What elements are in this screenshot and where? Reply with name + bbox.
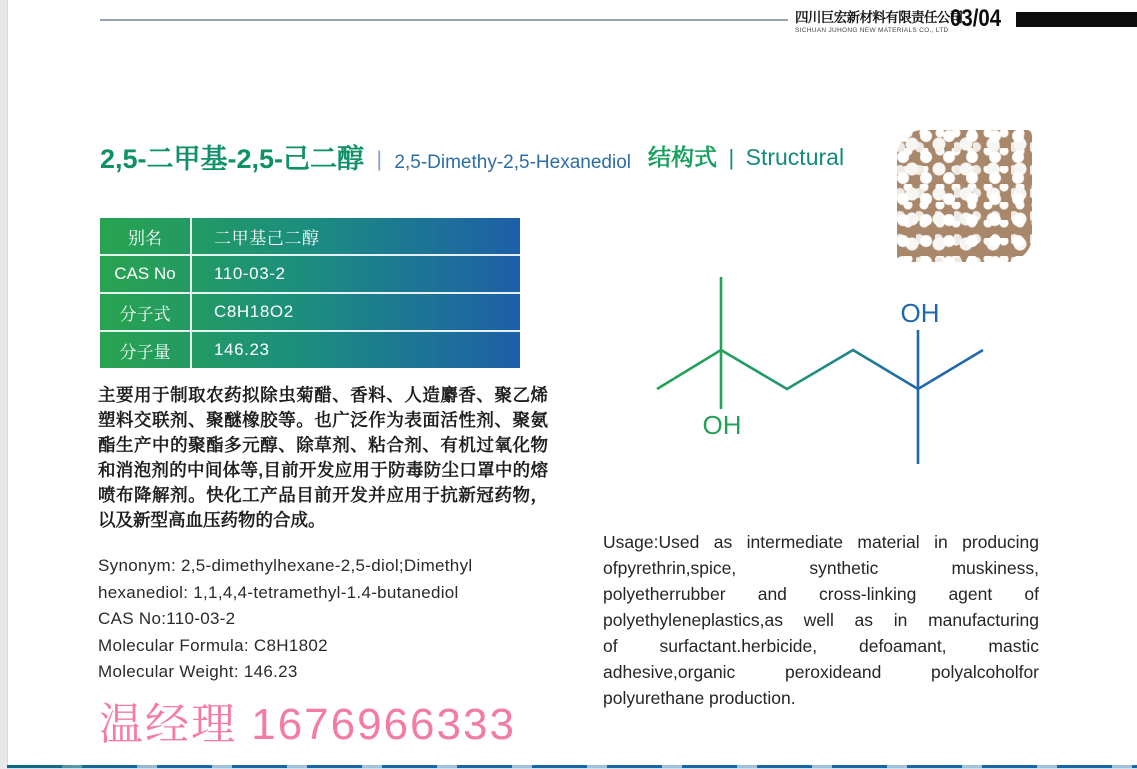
row-label: 分子量 xyxy=(100,332,192,368)
structural-label-en: Structural xyxy=(745,144,845,170)
company-name-en: SICHUAN JUHONG NEW MATERIALS CO., LTD xyxy=(795,27,949,34)
usage-line: adhesive,organic peroxideand polyalcoholfor xyxy=(603,662,1039,682)
structural-label-cn: 结构式 xyxy=(648,144,717,170)
usage-line: of surfactant.herbicide, defoamant, mastic xyxy=(603,636,1039,656)
row-value: 二甲基己二醇 xyxy=(214,228,320,248)
table-row xyxy=(100,218,520,256)
row-label: 分子式 xyxy=(100,294,192,330)
company-name-cn: 四川巨宏新材料有限责任公司 xyxy=(795,10,963,25)
oh-label-right: OH xyxy=(900,298,940,328)
usage-line: polyurethane production. xyxy=(603,688,796,708)
bond-methyl-downleft xyxy=(657,350,721,389)
synonym-block xyxy=(98,553,472,686)
product-name-en: 2,5-Dimethy-2,5-Hexanediol xyxy=(394,152,631,173)
synonym-line: hexanediol: 1,1,4,4-tetramethyl-1.4-butanediol xyxy=(98,582,459,602)
usage-paragraph xyxy=(603,529,1039,711)
row-value: 110-03-2 xyxy=(214,264,286,283)
contact-watermark: 温经理 1676966333 xyxy=(99,700,516,749)
table-row xyxy=(100,294,520,332)
viewer-left-edge xyxy=(0,0,8,769)
structural-separator: | xyxy=(728,145,735,170)
carbon-chain xyxy=(721,350,918,389)
synonym-line: Synonym: 2,5-dimethylhexane-2,5-diol;Dimethyl xyxy=(98,556,473,575)
structural-heading xyxy=(648,139,844,172)
properties-table xyxy=(100,218,520,368)
synonym-line: Molecular Formula: C8H1802 xyxy=(98,635,328,655)
product-name-cn: 2,5-二甲基-2,5-己二醇 xyxy=(100,144,365,174)
row-value: 146.23 xyxy=(214,340,270,359)
table-row xyxy=(100,256,520,294)
title-separator: | xyxy=(376,148,382,171)
bottom-edge-line xyxy=(7,765,1137,769)
header-rule-line xyxy=(100,19,788,21)
usage-line: ofpyrethrin,spice, synthetic muskiness, xyxy=(603,558,1039,578)
company-block xyxy=(795,6,963,34)
usage-line: polyetherrubber and cross-linking agent of xyxy=(603,584,1039,604)
bond-methyl-upright xyxy=(918,350,983,389)
synonym-line: CAS No:110-03-2 xyxy=(98,609,236,628)
row-value: C8H18O2 xyxy=(214,302,294,321)
header-black-bar xyxy=(1016,12,1137,27)
description-cn: 主要用于制取农药拟除虫菊醋、香料、人造麝香、聚乙烯塑料交联剂、聚醚橡胶等。也广泛作为表面活性剂、聚氨酯生产中的聚酯多元醇、除草剂、粘合剂、有机过氧化物和消泡剂的中间体等,目前开发应用于防毒防尘口罩中的熔喷布降解剂。快化工产品目前开发并应用于抗新冠药物，以及新型高血压药物的合成。 xyxy=(98,385,548,530)
row-label: CAS No xyxy=(100,256,192,292)
oh-label-left: OH xyxy=(702,410,742,440)
table-row xyxy=(100,332,520,368)
product-title xyxy=(100,137,631,176)
product-pellets-photo xyxy=(897,130,1032,262)
usage-line: polyethyleneplastics,as well as in manufacturing xyxy=(603,610,1039,630)
chemical-structure-drawing xyxy=(630,262,1020,472)
usage-line: Usage:Used as intermediate material in producing xyxy=(603,532,1039,552)
row-label: 别名 xyxy=(100,218,192,254)
page-number: 03/04 xyxy=(950,5,1002,32)
synonym-line: Molecular Weight: 146.23 xyxy=(98,662,298,681)
